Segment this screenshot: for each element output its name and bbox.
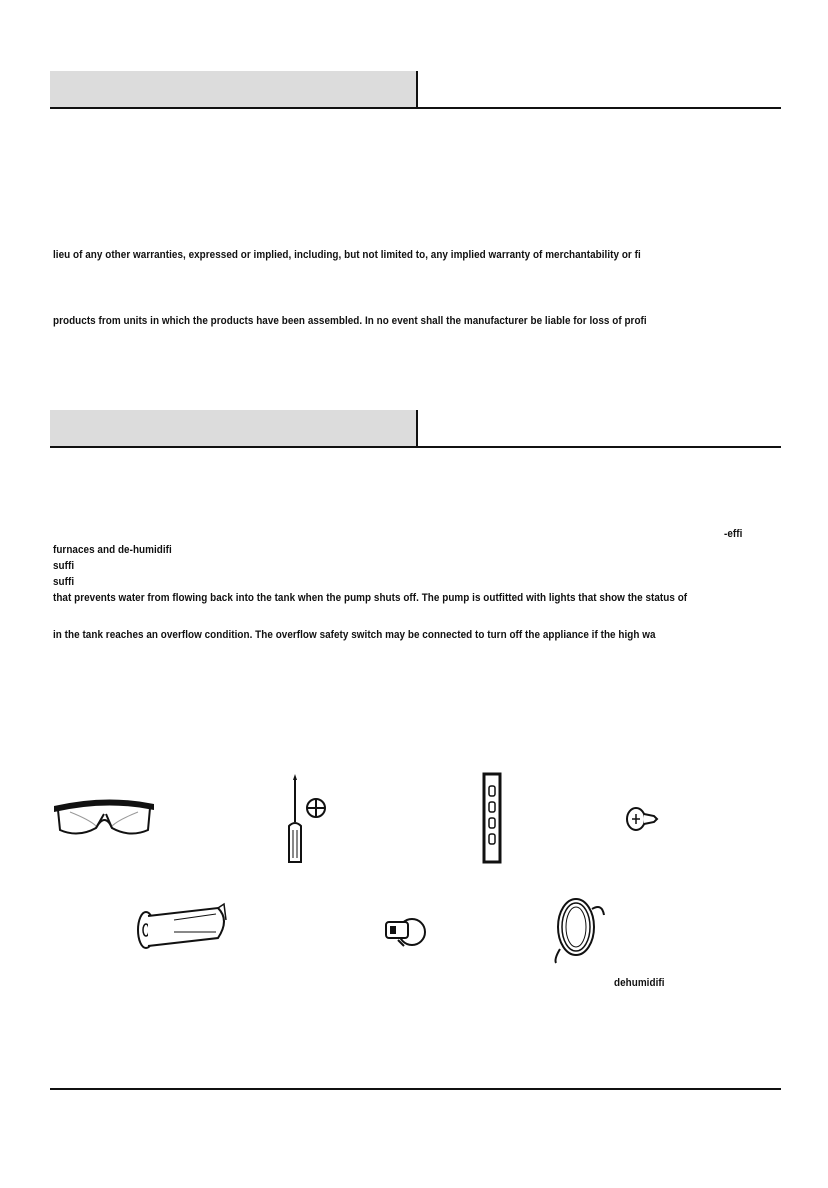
product-text-effi: -effi: [724, 528, 743, 540]
warranty-text-line-2: products from units in which the products have been assembled. In no event shall the manufacturer be liable for loss of profi: [53, 315, 647, 327]
product-text-tank: in the tank reaches an overflow condition. The overflow safety switch may be connected to turn off the appliance if the high wa: [53, 629, 656, 641]
hose-clamp-icon: [380, 910, 430, 950]
screw-icon: [624, 804, 660, 834]
drain-hose-caption: dehumidifi: [614, 977, 665, 989]
footer-rule: [50, 1088, 781, 1090]
product-text-suffi-1: suffi: [53, 560, 75, 572]
product-text-suffi-2: suffi: [53, 576, 75, 588]
drain-hose-icon: [548, 893, 612, 965]
warranty-text-line-1: lieu of any other warranties, expressed or implied, including, but not limited to, any implied warranty of merchantability or fi: [53, 249, 641, 261]
wall-anchor-icon: [134, 900, 234, 952]
level-icon: [480, 772, 504, 864]
product-text-furnaces: furnaces and de-humidifi: [53, 544, 172, 556]
warranty-header-tab: [50, 71, 418, 107]
product-header-tab: [50, 410, 418, 446]
warranty-header-rule: [50, 107, 781, 109]
product-section-header: [50, 410, 781, 448]
warranty-section-header: [50, 71, 781, 109]
product-text-prevents: that prevents water from flowing back into the tank when the pump shuts off. The pump is outfitted with lights that show the status of: [53, 592, 688, 604]
safety-glasses-icon: [50, 790, 162, 840]
phillips-screwdriver-icon: [283, 770, 333, 866]
product-header-rule: [50, 446, 781, 448]
